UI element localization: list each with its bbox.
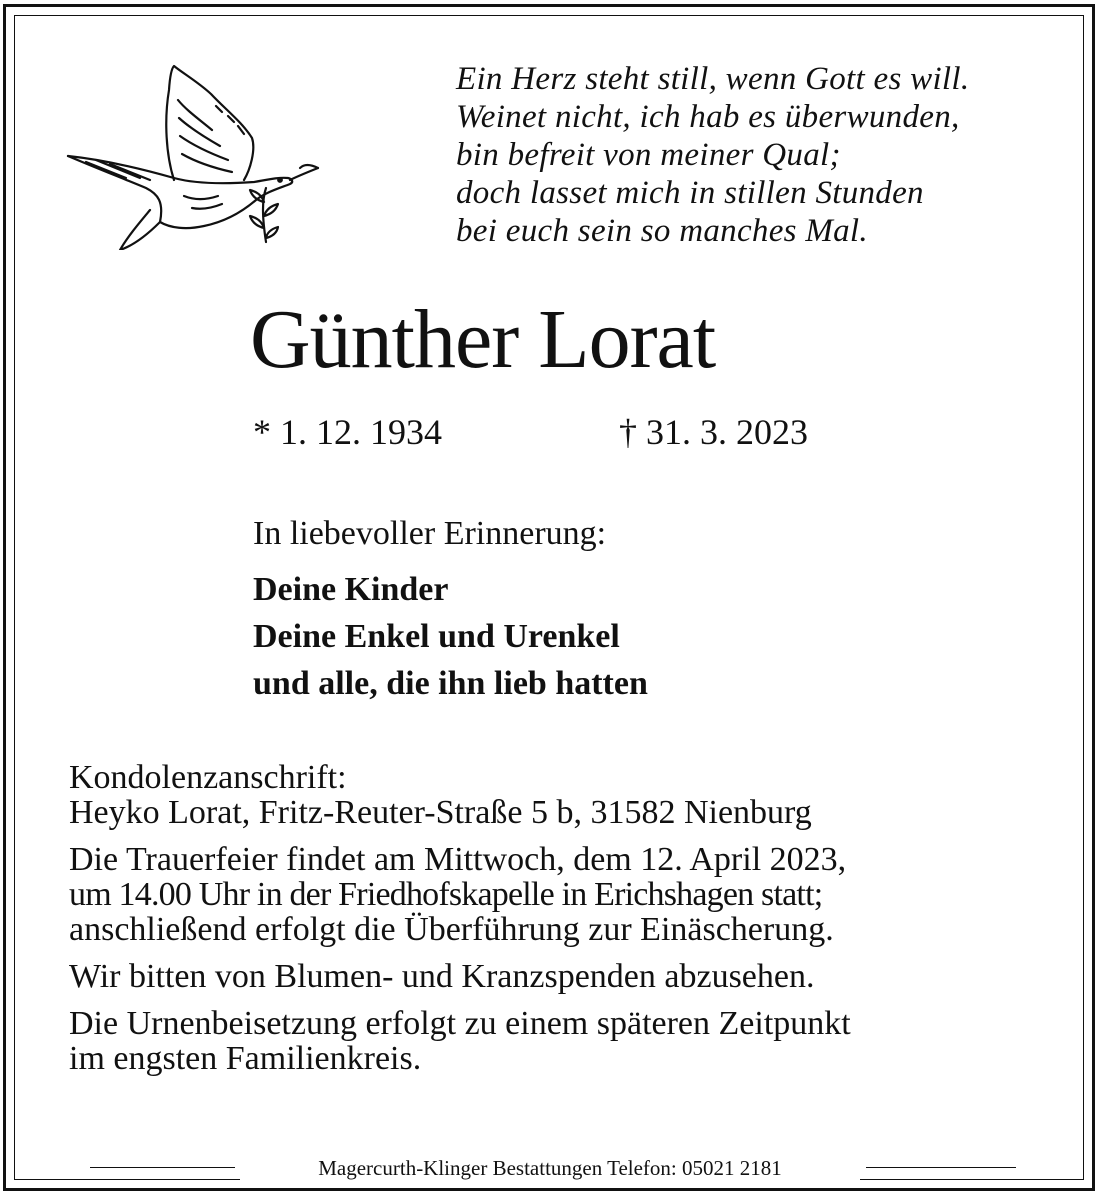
ceremony-line: um 14.00 Uhr in der Friedhofskapelle in Erichshagen statt;: [69, 876, 823, 913]
condolence-label: Kondolenzanschrift:: [69, 759, 347, 796]
dove-with-olive-branch-icon: [66, 60, 336, 250]
mourner-line: Deine Enkel und Urenkel: [253, 618, 620, 655]
mourner-line: Deine Kinder: [253, 571, 449, 608]
mourners-list: [253, 566, 648, 707]
deceased-name: Günther Lorat: [250, 293, 716, 386]
ceremony-line: anschließend erfolgt die Überführung zur Einäscherung.: [69, 911, 834, 948]
footer-rule-left: [90, 1167, 235, 1168]
poem: [456, 60, 969, 250]
flowers-note: Wir bitten von Blumen- und Kranzspenden abzusehen.: [69, 958, 815, 995]
poem-line: doch lasset mich in stillen Stunden: [456, 175, 924, 211]
birth-date: * 1. 12. 1934: [253, 412, 442, 452]
urn-line: Die Urnenbeisetzung erfolgt zu einem späteren Zeitpunkt: [69, 1005, 851, 1042]
death-date: † 31. 3. 2023: [619, 412, 808, 452]
condolence-address: Heyko Lorat, Fritz-Reuter-Straße 5 b, 31582 Nienburg: [69, 794, 812, 831]
poem-line: Weinet nicht, ich hab es überwunden,: [456, 99, 960, 135]
remembrance-intro: In liebevoller Erinnerung:: [253, 515, 607, 552]
urn-line: im engsten Familienkreis.: [69, 1040, 422, 1077]
mourner-line: und alle, die ihn lieb hatten: [253, 665, 648, 702]
footer-rule-right: [866, 1167, 1016, 1168]
details-section: [69, 760, 851, 1076]
poem-line: bei euch sein so manches Mal.: [456, 213, 868, 249]
funeral-home-footer: Magercurth-Klinger Bestattungen Telefon: 05021 2181: [240, 1155, 860, 1181]
ceremony-line: Die Trauerfeier findet am Mittwoch, dem 12. April 2023,: [69, 841, 847, 878]
poem-line: bin befreit von meiner Qual;: [456, 137, 841, 173]
poem-line: Ein Herz steht still, wenn Gott es will.: [456, 61, 970, 97]
